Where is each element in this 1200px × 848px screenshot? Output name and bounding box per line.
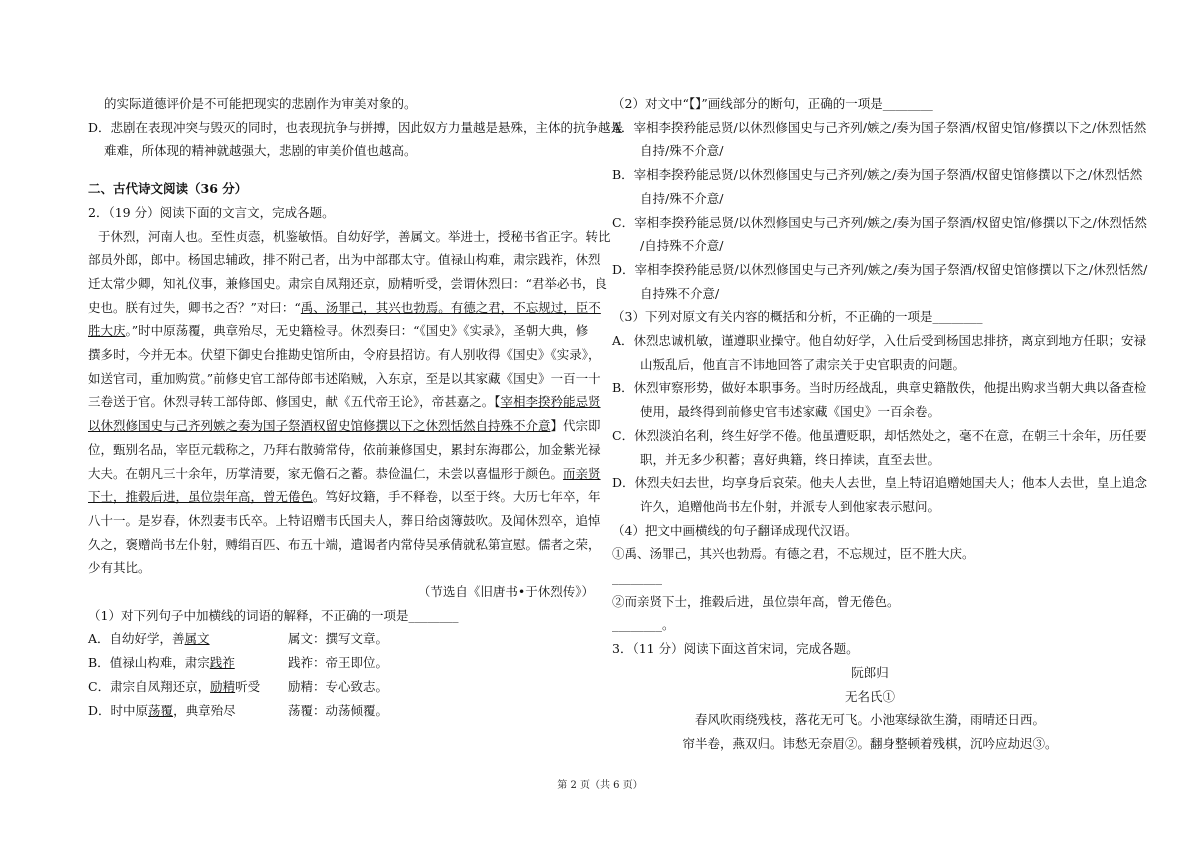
passage-text: 】代宗即 bbox=[550, 418, 601, 434]
option-label: A． bbox=[88, 631, 110, 647]
option-sentence bbox=[88, 651, 288, 675]
passage-text: 如送官司，重加购赏。”前修史官工部侍郎韦述陷贼，入东京，至是以其家藏《国史》一百一十 bbox=[88, 370, 601, 386]
passage-line bbox=[88, 556, 594, 580]
passage-text: 少有其比。 bbox=[88, 560, 151, 576]
option-row bbox=[88, 675, 594, 699]
underlined-sentence: 宰相李揆矜能忌贤 bbox=[500, 394, 601, 410]
option-explanation: 属文：撰写文章。 bbox=[288, 631, 389, 647]
left-column bbox=[88, 92, 624, 722]
subquestion-2-options bbox=[612, 116, 1148, 306]
question-3-title: 3．（11 分）阅读下面这首宋词，完成各题。 bbox=[612, 641, 859, 657]
underlined-word: 励精 bbox=[210, 678, 236, 694]
underlined-word: 践祚 bbox=[209, 655, 235, 671]
subquestion-1: （1）对下列句子中加横线的词语的解释，不正确的一项是________ bbox=[88, 607, 459, 623]
passage-text: 。”时中原荡覆，典章殆尽，无史籍检寻。休烈奏曰：“《国史》《实录》，圣朝大典，修 bbox=[125, 323, 589, 339]
option-sentence bbox=[88, 627, 288, 651]
option-line: 自持/殊不介意/ bbox=[640, 190, 724, 206]
option-row bbox=[88, 699, 594, 723]
subquestion-3-options bbox=[612, 329, 1148, 519]
option-line: 山叛乱后，他直言不讳地回答了肃宗关于史官职责的问题。 bbox=[640, 356, 966, 372]
classical-passage bbox=[88, 225, 611, 581]
passage-line bbox=[88, 485, 601, 509]
passage-text: 于休烈，河南人也。至性贞悫，机鉴敏悟。自幼好学，善属文。举进士，授秘书省正字。转比 bbox=[98, 228, 611, 244]
passage-text: 三卷送于官。休烈寻转工部侍郎、修国史，献《五代帝王论》，帝甚嘉之。【 bbox=[88, 394, 501, 410]
underlined-sentence: 禹、汤罪己，其兴也勃焉。有德之君，不忘规过，臣不 bbox=[300, 299, 601, 315]
passage-line bbox=[88, 509, 601, 533]
option-text: ，典章殆尽 bbox=[173, 702, 236, 718]
option-sentence bbox=[88, 699, 288, 723]
section-heading: 二、古代诗文阅读（36 分） bbox=[88, 181, 248, 197]
underlined-word: 属文 bbox=[184, 631, 210, 647]
option-line: A．休烈忠诚机敏，谨遵职业操守。他自幼好学，入仕后受到杨国忠排挤，离京到地方任职；安禄 bbox=[612, 333, 1147, 349]
passage-line bbox=[88, 462, 601, 486]
passage-text: 迁太常少卿，知礼仪事，兼修国史。肃宗自凤翔还京，励精听受，尝谓休烈曰：“君举必书，良 bbox=[88, 275, 607, 291]
translation-sentence-1: ①禹、汤罪己，其兴也勃焉。有德之君，不忘规过，臣不胜大庆。 bbox=[612, 546, 975, 562]
passage-text: 史也。朕有过失，卿书之否？”对曰：“ bbox=[88, 299, 301, 315]
passage-line bbox=[88, 390, 601, 414]
option-line: D．休烈夫妇去世，均享身后哀荣。他夫人去世，皇上特诏追赠她国夫人；他本人去世，皇上追念 bbox=[612, 475, 1148, 491]
option-text: 值禄山构难，肃宗 bbox=[109, 655, 210, 671]
passage-line bbox=[88, 225, 611, 249]
option-label: C． bbox=[88, 678, 111, 694]
option-explanation: 励精：专心致志。 bbox=[288, 678, 389, 694]
passage-text: 大夫。在朝凡三十余年，历掌清要，家无儋石之蓄。恭俭温仁，未尝以喜愠形于颜色。 bbox=[88, 465, 564, 481]
option-sentence bbox=[88, 675, 288, 699]
answer-blank-2: ________。 bbox=[612, 617, 675, 633]
passage-line bbox=[88, 367, 601, 391]
poem-line-1: 春风吹雨绕残枝，落花无可飞。小池寒绿欲生漪，雨晴还日西。 bbox=[694, 712, 1045, 728]
option-text: 肃宗自凤翔还京， bbox=[110, 678, 211, 694]
option-line: C．休烈淡泊名利，终生好学不倦。他虽遭贬职，却恬然处之，毫不在意，在朝三十余年，历任要 bbox=[612, 427, 1147, 443]
passage-text: 部员外郎，郎中。杨国忠辅政，排不附己者，出为中部郡太守。值禄山构难，肃宗践祚，休烈 bbox=[88, 252, 601, 268]
passage-source: （节选自《旧唐书•于休烈传》） bbox=[417, 584, 594, 600]
underlined-sentence: 胜大庆 bbox=[88, 323, 126, 339]
answer-blank-1: ________ bbox=[612, 570, 662, 586]
option-line: B．休烈审察形势，做好本职事务。当时历经战乱，典章史籍散佚，他提出购求当朝大典以备查检 bbox=[612, 380, 1147, 396]
underlined-word: 荡覆 bbox=[148, 702, 174, 718]
passage-line bbox=[88, 319, 594, 343]
option-explanation: 荡覆：动荡倾覆。 bbox=[288, 702, 389, 718]
poem-line-2: 帘半卷，燕双归。讳愁无奈眉②。翻身整顿着残棋，沉吟应劫迟③。 bbox=[682, 735, 1058, 751]
option-line: 自持/殊不介意/ bbox=[640, 143, 724, 159]
passage-text: 位，甄别名品，宰臣元载称之，乃拜右散骑常侍，依前兼修国史，累封东海郡公，加金紫光禄 bbox=[88, 441, 601, 457]
right-column bbox=[612, 92, 1148, 756]
option-line: 使用，最终得到前修史官韦述家藏《国史》一百余卷。 bbox=[640, 404, 941, 420]
passage-line bbox=[88, 414, 601, 438]
underlined-sentence: 下士，推毂后进，虽位崇年高，曾无倦色 bbox=[88, 489, 314, 505]
underlined-sentence: 而亲贤 bbox=[563, 465, 601, 481]
subquestion-2: （2）对文中“【】”画线部分的断句，正确的一项是________ bbox=[612, 96, 933, 111]
option-line: 职，并无多少积蓄；喜好典籍，终日捧读，直至去世。 bbox=[640, 451, 941, 467]
poem-title: 阮郎归 bbox=[851, 664, 889, 680]
option-line: A．宰相李揆矜能忌贤/以休烈修国史与己齐列/嫉之/奏为国子祭酒/权留史馆/修撰以下之/休烈恬然 bbox=[612, 119, 1147, 135]
option-row bbox=[88, 627, 594, 651]
option-label: B． bbox=[88, 655, 110, 671]
underlined-sentence: 以休烈修国史与己齐列嫉之奏为国子祭酒权留史馆修撰以下之休烈恬然自持殊不介意 bbox=[88, 418, 551, 434]
option-text: 自幼好学，善 bbox=[109, 631, 185, 647]
passage-text: 撰多时，今并无本。伏望下御史台推勘史馆所由，令府县招访。有人别收得《国史》《实录》， bbox=[88, 347, 601, 363]
passage-text: 。笃好坟籍，手不释卷，以至于终。大历七年卒，年 bbox=[313, 489, 601, 505]
option-line: 许久，追赠他尚书左仆射，并派专人到他家表示慰问。 bbox=[640, 498, 941, 514]
passage-line bbox=[88, 438, 601, 462]
poem-author: 无名氏① bbox=[844, 688, 895, 704]
option-line: C．宰相李揆矜能忌贤/以休烈修国史与己齐列/嫉之/奏为国子祭酒/权留史馆/修撰以下之/休烈恬然 bbox=[612, 214, 1147, 230]
page-footer: 第 2 页（共 6 页） bbox=[557, 780, 643, 791]
subquestion-4: （4）把文中画横线的句子翻译成现代汉语。 bbox=[612, 522, 858, 538]
passage-text: 八十一。是岁春，休烈妻韦氏卒。上特诏赠韦氏国夫人，葬日给卤簿鼓吹。及闻休烈卒，追悼 bbox=[88, 512, 601, 528]
option-text: 听受 bbox=[235, 678, 261, 694]
option-label: D． bbox=[88, 702, 111, 718]
option-line: 自持殊不介意/ bbox=[640, 285, 720, 301]
option-line: B．宰相李揆矜能忌贤/以休烈修国史与己齐列/嫉之/奏为国子祭酒/权留史馆修撰以下之/休烈恬然 bbox=[612, 167, 1143, 183]
subquestion-1-options bbox=[88, 627, 594, 722]
passage-line bbox=[88, 533, 601, 557]
option-row bbox=[88, 651, 594, 675]
intro-line-2: D．悲剧在表现冲突与毁灭的同时，也表现抗争与拼搏，因此奴方力量越是悬殊，主体的抗争越是 bbox=[88, 119, 624, 135]
passage-line bbox=[88, 296, 601, 320]
passage-line bbox=[88, 248, 601, 272]
option-text: 时中原 bbox=[110, 702, 149, 718]
subquestion-3: （3）下列对原文有关内容的概括和分析，不正确的一项是________ bbox=[612, 309, 983, 325]
option-explanation: 践祚：帝王即位。 bbox=[288, 655, 389, 671]
intro-line-1: 的实际道德评价是不可能把现实的悲剧作为审美对象的。 bbox=[104, 96, 417, 111]
intro-line-3: 难难，所体现的精神就越强大，悲剧的审美价值也越高。 bbox=[104, 143, 417, 159]
passage-line bbox=[88, 272, 607, 296]
translation-sentence-2: ②而亲贤下士，推毂后进，虽位崇年高，曾无倦色。 bbox=[612, 593, 900, 609]
passage-line bbox=[88, 343, 601, 367]
option-line: /自持殊不介意/ bbox=[640, 238, 724, 254]
passage-text: 久之，褒赠尚书左仆射，赙绢百匹、布五十端，遣谒者内常侍吴承倩就私第宣慰。儒者之荣， bbox=[88, 536, 601, 552]
question-2-title: 2．（19 分）阅读下面的文言文，完成各题。 bbox=[88, 204, 335, 220]
option-line: D．宰相李揆矜能忌贤/以休烈修国史与己齐列/嫉之/奏为国子祭酒/权留史馆修撰以下之/休烈恬然/ bbox=[612, 261, 1148, 277]
